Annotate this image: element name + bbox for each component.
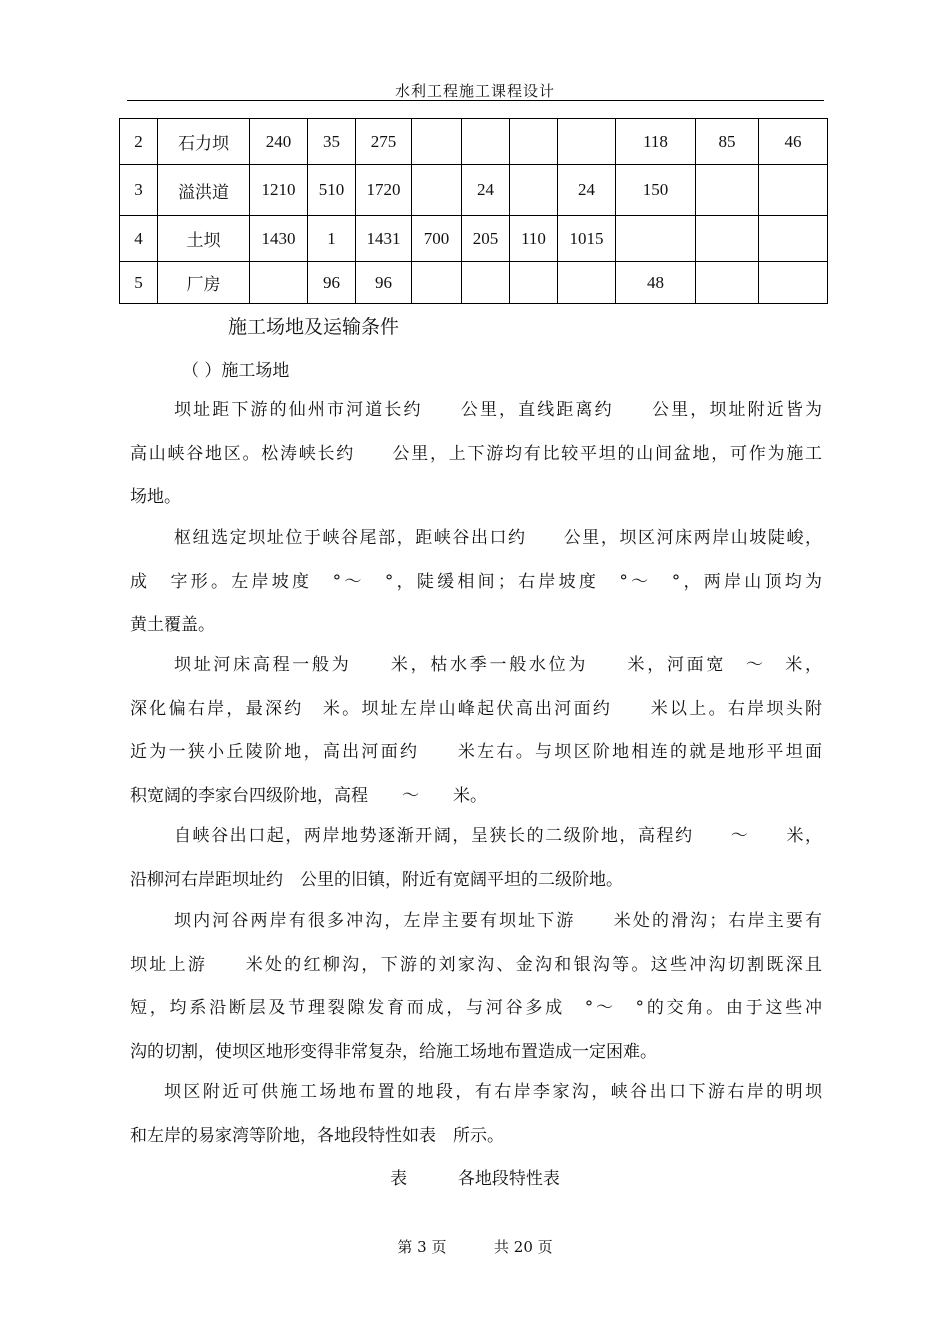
table-cell: 石力坝	[158, 119, 250, 165]
table-cell	[558, 119, 616, 165]
section-subheading: （ ）施工场地	[182, 361, 290, 381]
paragraph-line: 坝址河床高程一般为 米，枯水季一般水位为 米，河面宽 ～ 米，	[174, 655, 822, 675]
table-cell	[412, 262, 462, 304]
page-total: 共 20 页	[494, 1238, 553, 1256]
table-cell: 110	[510, 216, 558, 262]
table-cell	[462, 119, 510, 165]
paragraph-line: 坝址上游 米处的红柳沟，下游的刘家沟、金沟和银沟等。这些冲沟切割既深且	[130, 954, 822, 975]
table-cell: 1720	[356, 165, 412, 216]
table-cell: 46	[759, 119, 828, 165]
table-cell: 240	[250, 119, 308, 165]
paragraph	[130, 815, 822, 902]
table-row	[120, 216, 828, 262]
header-rule	[127, 100, 824, 101]
table-cell	[510, 119, 558, 165]
table-cell: 96	[356, 262, 412, 304]
paragraph-line: 积宽阔的李家台四级阶地，高程 ～ 米。	[130, 785, 487, 806]
paragraph-line: 沟的切割，使坝区地形变得非常复杂，给施工场地布置造成一定困难。	[130, 1041, 657, 1062]
table-cell: 1210	[250, 165, 308, 216]
page-number: 第 3 页	[397, 1238, 447, 1256]
table-cell	[759, 262, 828, 304]
paragraph-line: 场地。	[130, 487, 181, 507]
table-cell	[412, 165, 462, 216]
table-cell: 510	[308, 165, 356, 216]
table-cell	[696, 216, 759, 262]
paragraph-line: 黄土覆盖。	[130, 615, 215, 635]
table-cell: 96	[308, 262, 356, 304]
table-cell	[696, 165, 759, 216]
table-cell: 24	[558, 165, 616, 216]
table-row	[120, 119, 828, 165]
table-cell	[759, 165, 828, 216]
table-row	[120, 262, 828, 304]
paragraph-line: 近为一狭小丘陵阶地，高出河面约 米左右。与坝区阶地相连的就是地形平坦面	[130, 742, 822, 762]
table-cell: 厂房	[158, 262, 250, 304]
table-cell: 1430	[250, 216, 308, 262]
table-cell	[412, 119, 462, 165]
table-cell	[696, 262, 759, 304]
table-cell: 4	[120, 216, 158, 262]
table-cell: 24	[462, 165, 510, 216]
table-cell: 118	[616, 119, 696, 165]
table-cell: 205	[462, 216, 510, 262]
table-cell	[250, 262, 308, 304]
table-cell: 溢洪道	[158, 165, 250, 216]
paragraph-line: 坝内河谷两岸有很多冲沟，左岸主要有坝址下游 米处的滑沟；右岸主要有	[174, 911, 822, 931]
paragraph	[130, 900, 822, 1074]
table-cell: 1431	[356, 216, 412, 262]
table-cell: 土坝	[158, 216, 250, 262]
table-cell: 35	[308, 119, 356, 165]
paragraph-line: 短，均系沿断层及节理裂隙发育而成，与河谷多成 °～ °的交角。由于这些冲	[130, 998, 822, 1018]
paragraph-line: 坝区附近可供施工场地布置的地段，有右岸李家沟，峡谷出口下游右岸的明坝	[164, 1082, 822, 1102]
paragraph-line: 枢纽选定坝址位于峡谷尾部，距峡谷出口约 公里，坝区河床两岸山坡陡峻，	[174, 528, 822, 548]
paragraph-line: 成 字形。左岸坡度 °～ °，陡缓相间；右岸坡度 °～ °，两岸山顶均为	[130, 571, 822, 592]
paragraph	[130, 644, 822, 818]
paragraph-line: 自峡谷出口起，两岸地势逐渐开阔，呈狭长的二级阶地，高程约 ～ 米，	[174, 826, 822, 846]
table-caption-prefix: 表	[390, 1169, 408, 1189]
paragraph	[130, 517, 822, 648]
table-caption	[0, 1164, 950, 1189]
paragraph-line: 沿柳河右岸距坝址约 公里的旧镇，附近有宽阔平坦的二级阶地。	[130, 869, 623, 890]
table-cell: 275	[356, 119, 412, 165]
table-cell	[510, 165, 558, 216]
table-cell: 1	[308, 216, 356, 262]
table-cell	[462, 262, 510, 304]
table-cell: 85	[696, 119, 759, 165]
table-cell	[558, 262, 616, 304]
table-cell	[759, 216, 828, 262]
page-footer	[0, 1236, 950, 1257]
table-cell: 150	[616, 165, 696, 216]
paragraph	[130, 389, 822, 520]
table-cell: 2	[120, 119, 158, 165]
table-cell: 5	[120, 262, 158, 304]
paragraph-line: 高山峡谷地区。松涛峡长约 公里，上下游均有比较平坦的山间盆地，可作为施工	[130, 443, 822, 464]
table-cell	[510, 262, 558, 304]
table-caption-title: 各地段特性表	[457, 1169, 560, 1189]
paragraph-line: 坝址距下游的仙州市河道长约 公里，直线距离约 公里，坝址附近皆为	[174, 400, 822, 420]
quantity-table	[119, 118, 828, 304]
table-cell: 3	[120, 165, 158, 216]
page-header-title: 水利工程施工课程设计	[394, 82, 555, 100]
paragraph-line: 和左岸的易家湾等阶地，各地段特性如表 所示。	[130, 1125, 504, 1146]
table-row	[120, 165, 828, 216]
table-cell: 1015	[558, 216, 616, 262]
table-cell	[616, 216, 696, 262]
section-heading: 施工场地及运输条件	[228, 316, 400, 338]
table-cell: 48	[616, 262, 696, 304]
paragraph	[130, 1071, 822, 1158]
table-cell: 700	[412, 216, 462, 262]
paragraph-line: 深化偏右岸，最深约 米。坝址左岸山峰起伏高出河面约 米以上。右岸坝头附	[130, 698, 822, 719]
